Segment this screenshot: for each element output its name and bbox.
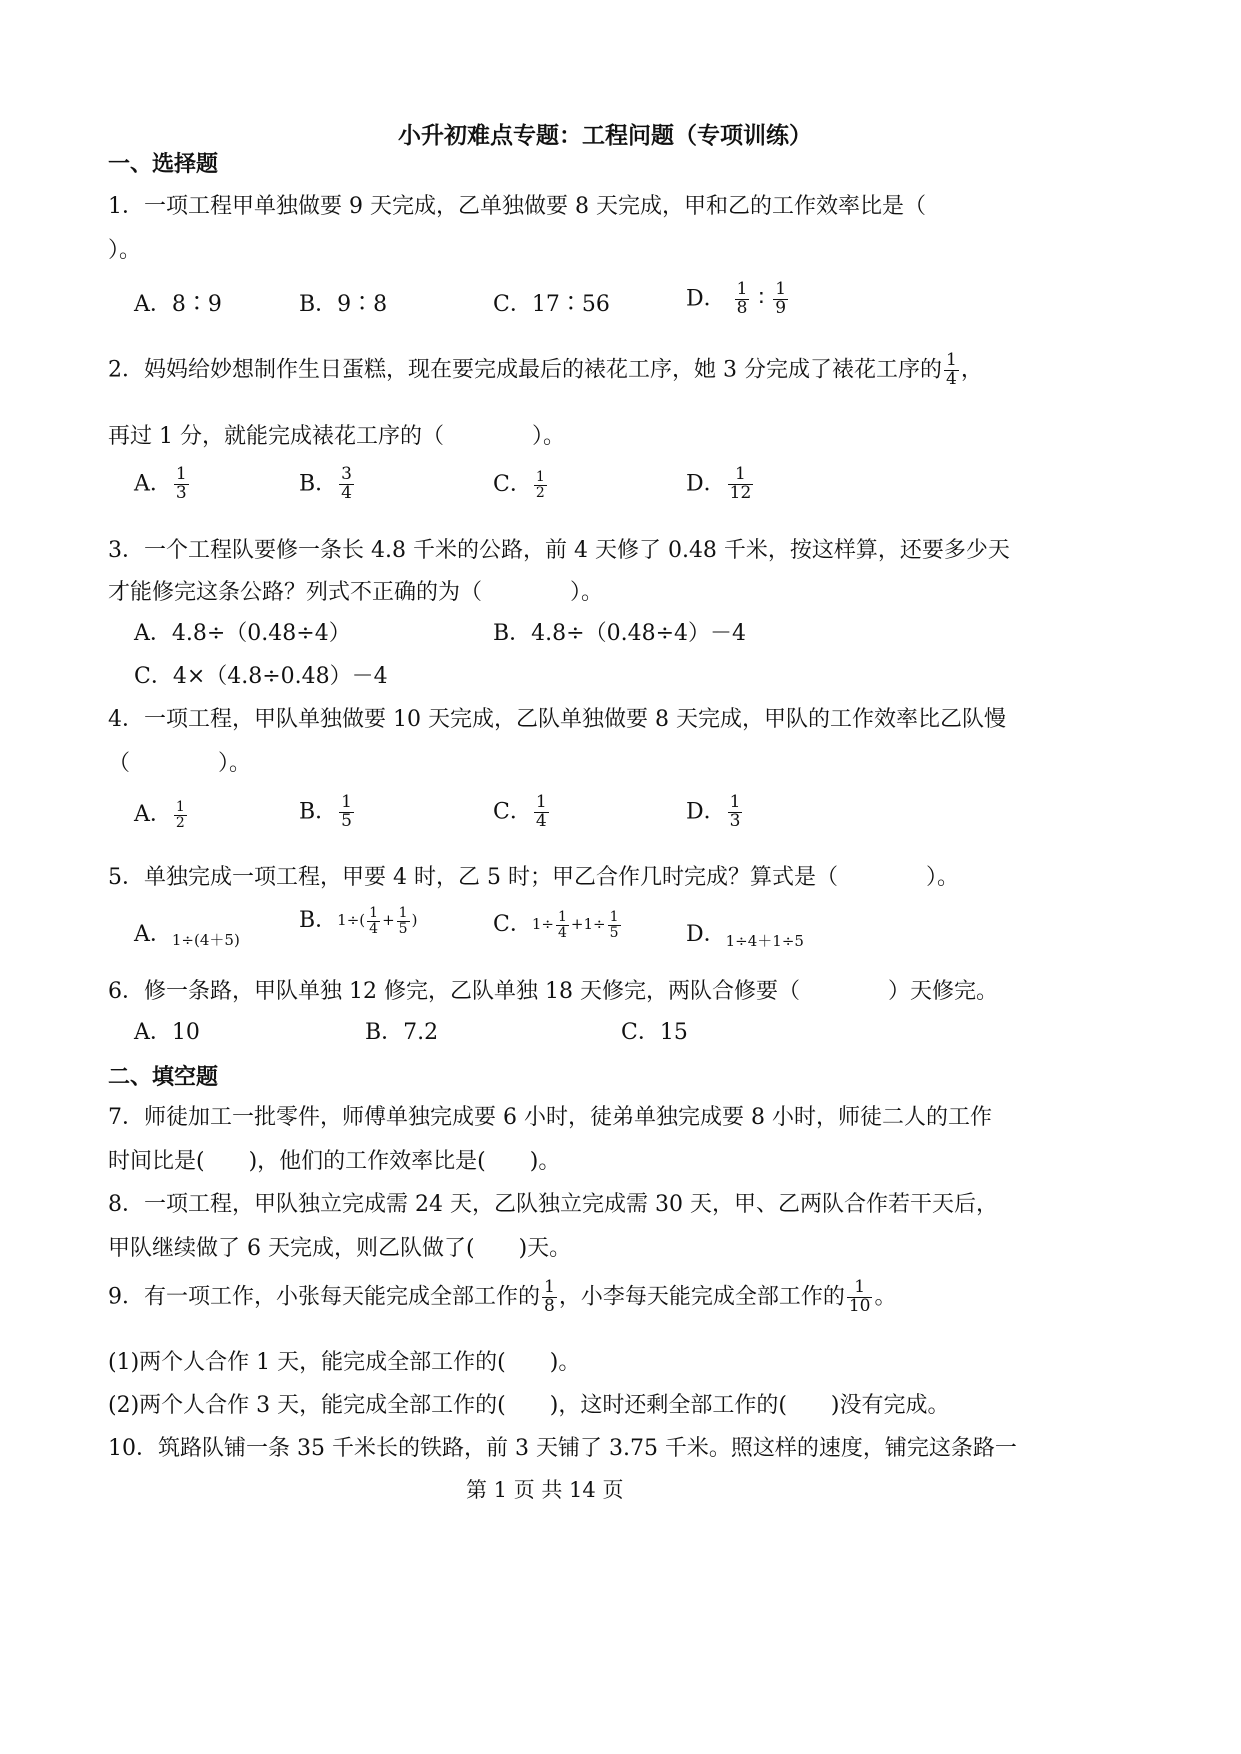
fraction: $\frac{1}{8}$ — [736, 279, 748, 318]
section-fill-heading: 二、填空题 — [108, 1064, 219, 1090]
q4-line1: 4．一项工程，甲队单独做要 10 天完成，乙队单独做要 8 天完成，甲队的工作效率比乙队慢 — [108, 707, 1006, 732]
fraction: $\frac{1}{10}$ — [848, 1277, 871, 1316]
q2-option-c: C． $\frac{1}{2}$ — [493, 469, 545, 501]
q6-option-c: C．15 — [621, 1020, 688, 1045]
q10-line1: 10．筑路队铺一条 35 千米长的铁路，前 3 天铺了 3.75 千米。照这样的速度，铺完这条路一 — [108, 1436, 1017, 1461]
q1-option-a: A．8∶9 — [134, 292, 222, 317]
fraction: $\frac{1}{12}$ — [729, 464, 752, 503]
fraction: $\frac{1}{2}$ — [535, 469, 545, 501]
expression: 1÷ $\frac{1}{4}$ +1÷ $\frac{1}{5}$ — [531, 909, 619, 941]
q9-sub2: (2)两个人合作 3 天，能完成全部工作的( )，这时还剩全部工作的( )没有完成。 — [108, 1393, 950, 1418]
q5-line1: 5．单独完成一项工程，甲要 4 时，乙 5 时；甲乙合作几时完成？算式是（ ）。 — [108, 865, 959, 890]
fraction: $\frac{1}{3}$ — [729, 792, 741, 831]
expression: 1÷4＋1÷5 — [725, 931, 804, 950]
q4-option-b: B． $\frac{1}{5}$ — [299, 792, 352, 831]
section-choice-heading: 一、选择题 — [108, 151, 219, 177]
q1-option-b: B．9∶8 — [299, 292, 388, 317]
q6-line1: 6．修一条路，甲队单独 12 修完，乙队单独 18 天修完，两队合修要（ ）天修完。 — [108, 979, 998, 1004]
fraction: $\frac{1}{2}$ — [175, 799, 185, 831]
q8-line2: 甲队继续做了 6 天完成，则乙队做了( )天。 — [108, 1236, 572, 1261]
q6-option-b: B．7.2 — [365, 1020, 439, 1045]
q1-option-d — [686, 281, 790, 318]
option-letter: D． — [686, 286, 726, 312]
q4-option-a: A． $\frac{1}{2}$ — [134, 799, 185, 831]
expression: 1÷( $\frac{1}{4}$ + $\frac{1}{5}$ ) — [337, 905, 418, 937]
q3-option-a: A．4.8÷（0.48÷4） — [134, 621, 351, 646]
q1-line2: ）。 — [108, 238, 142, 263]
q7-line1: 7．师徒加工一批零件，师傅单独完成要 6 小时，徒弟单独完成要 8 小时，师徒二人的工作 — [108, 1105, 992, 1130]
q8-line1: 8．一项工程，甲队独立完成需 24 天，乙队独立完成需 30 天，甲、乙两队合作若干天后， — [108, 1192, 998, 1217]
q2-option-d: D． $\frac{1}{12}$ — [686, 464, 752, 503]
q9-sub1: (1)两个人合作 1 天，能完成全部工作的( )。 — [108, 1350, 581, 1375]
q4-option-c: C． $\frac{1}{4}$ — [493, 792, 547, 831]
q3-line1: 3．一个工程队要修一条长 4.8 千米的公路，前 4 天修了 0.48 千米，按这样算，还要多少天 — [108, 538, 1010, 563]
q2-line2: 再过 1 分，就能完成裱花工序的（ ）。 — [108, 424, 565, 449]
q2-option-b: B． $\frac{3}{4}$ — [299, 464, 352, 503]
fraction: $\frac{1}{9}$ — [775, 279, 787, 318]
q4-line2: （ ）。 — [108, 751, 252, 776]
q3-line2: 才能修完这条公路？列式不正确的为（ ）。 — [108, 580, 604, 605]
q5-option-a: A．$_{1\div(4+5)}$ — [134, 922, 240, 949]
ratio-sign: ∶ — [758, 286, 765, 312]
q6-option-a: A．10 — [134, 1020, 200, 1045]
fraction: $\frac{1}{3}$ — [175, 464, 187, 503]
q4-option-d: D． $\frac{1}{3}$ — [686, 792, 741, 831]
page-title: 小升初难点专题：工程问题（专项训练） — [398, 122, 812, 149]
fraction: $\frac{1}{5}$ — [341, 792, 352, 831]
q9-line1: 9．有一项工作，小张每天能完成全部工作的 $\frac{1}{8}$ ，小李每天能完成全部工作的 $\frac{1}{10}$ 。 — [108, 1277, 897, 1316]
fraction: $\frac{1}{4}$ — [945, 350, 957, 389]
q1-line1: 1．一项工程甲单独做要 9 天完成，乙单独做要 8 天完成，甲和乙的工作效率比是（ — [108, 194, 926, 219]
q3-option-b: B．4.8÷（0.48÷4）－4 — [493, 621, 747, 646]
fraction: $\frac{1}{4}$ — [535, 792, 547, 831]
fraction: $\frac{3}{4}$ — [341, 464, 352, 503]
q5-option-d: D．$_{1\div 4+1\div 5}$ — [686, 922, 804, 950]
page-footer: 第 1 页 共 14 页 — [466, 1478, 624, 1502]
fraction: $\frac{1}{8}$ — [544, 1277, 555, 1316]
q1-option-c: C．17∶56 — [493, 292, 610, 317]
q3-option-c: C．4×（4.8÷0.48）－4 — [134, 664, 388, 689]
q7-line2: 时间比是( )，他们的工作效率比是( )。 — [108, 1149, 561, 1174]
expression: 1÷(4＋5) — [171, 930, 240, 949]
q2-line1: 2．妈妈给妙想制作生日蛋糕，现在要完成最后的裱花工序，她 3 分完成了裱花工序的 $\frac{1}{4}$ ， — [108, 350, 983, 389]
q5-option-b: B．1÷( $\frac{1}{4}$ + $\frac{1}{5}$ ) — [299, 905, 418, 937]
q2-option-a: A． $\frac{1}{3}$ — [134, 464, 187, 503]
q5-option-c: C．1÷ $\frac{1}{4}$ +1÷ $\frac{1}{5}$ — [493, 910, 623, 940]
